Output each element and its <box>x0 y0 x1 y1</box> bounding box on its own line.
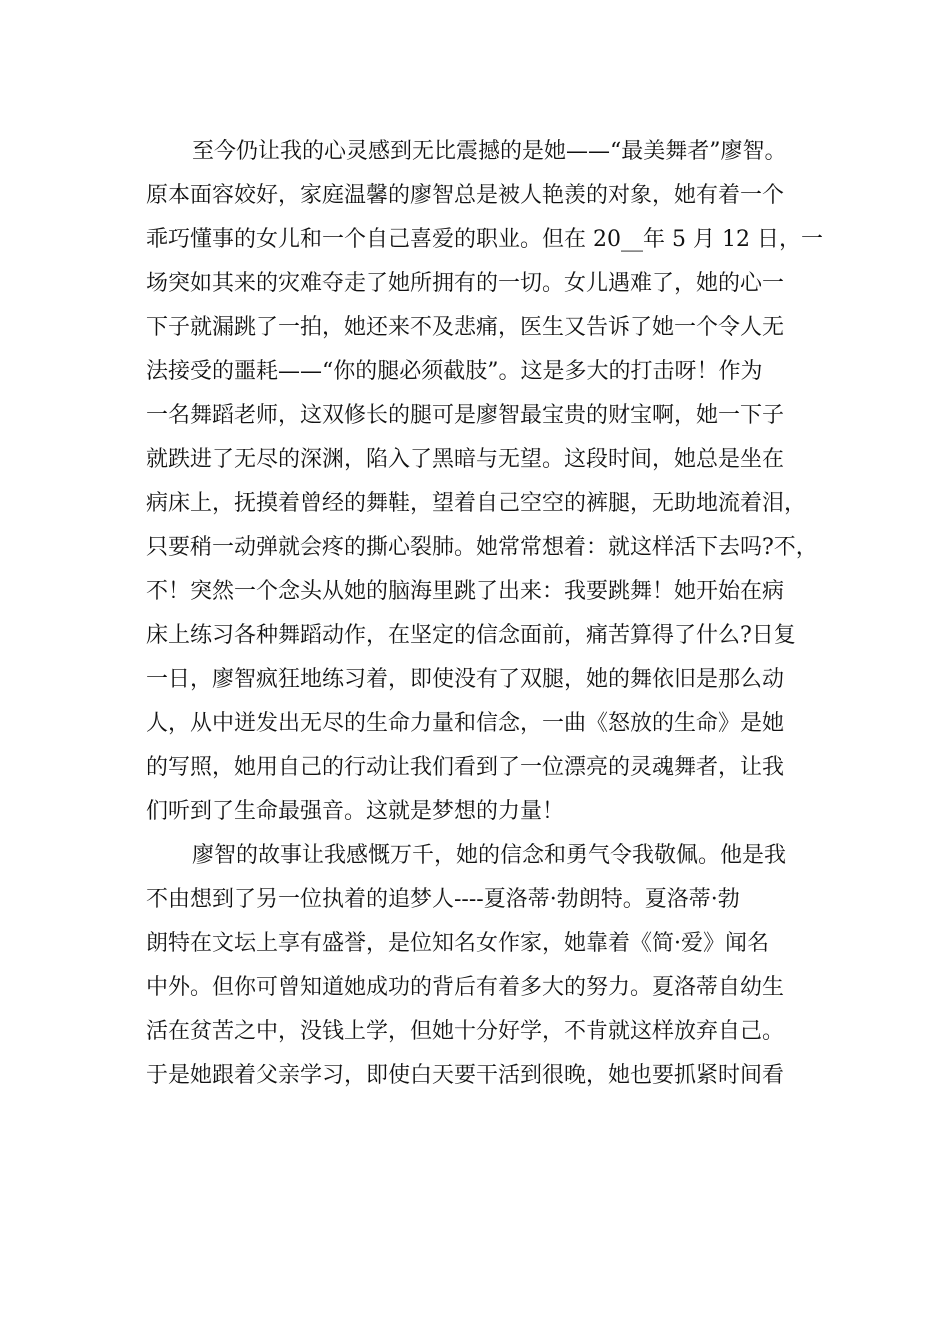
paragraph-1 <box>146 130 823 834</box>
document-body <box>146 130 823 1098</box>
paragraph-line: 的写照，她用自己的行动让我们看到了一位漂亮的灵魂舞者，让我 <box>146 755 785 780</box>
paragraph-line: 就跌进了无尽的深渊，陷入了黑暗与无望。这段时间，她总是坐在 <box>146 447 785 472</box>
paragraph-line: 一名舞蹈老师，这双修长的腿可是廖智最宝贵的财宝啊，她一下子 <box>146 403 785 428</box>
paragraph-line: 们听到了生命最强音。这就是梦想的力量！ <box>146 799 565 824</box>
paragraph-line: 不由想到了另一位执着的追梦人----夏洛蒂·勃朗特。夏洛蒂·勃 <box>146 887 740 912</box>
paragraph-line: 只要稍一动弹就会疼的撕心裂肺。她常常想着：就这样活下去吗?不， <box>146 535 818 560</box>
paragraph-line: 活在贫苦之中，没钱上学，但她十分好学，不肯就这样放弃自己。 <box>146 1019 785 1044</box>
paragraph-line: 一日，廖智疯狂地练习着，即使没有了双腿，她的舞依旧是那么动 <box>146 667 785 692</box>
paragraph-line: 原本面容姣好，家庭温馨的廖智总是被人艳羡的对象，她有着一个 <box>146 183 785 208</box>
paragraph-line: 床上练习各种舞蹈动作，在坚定的信念面前，痛苦算得了什么?日复 <box>146 623 796 648</box>
paragraph-line: 病床上，抚摸着曾经的舞鞋，望着自己空空的裤腿，无助地流着泪， <box>146 491 807 516</box>
paragraph-line: 中外。但你可曾知道她成功的背后有着多大的努力。夏洛蒂自幼生 <box>146 975 785 1000</box>
paragraph-2 <box>146 834 816 1098</box>
paragraph-line: 朗特在文坛上享有盛誉，是位知名女作家，她靠着《简·爱》闻名 <box>146 931 769 956</box>
paragraph-line: 场突如其来的灾难夺走了她所拥有的一切。女儿遇难了，她的心一 <box>146 271 785 296</box>
paragraph-line: 下子就漏跳了一拍，她还来不及悲痛，医生又告诉了她一个令人无 <box>146 315 785 340</box>
paragraph-line: 廖智的故事让我感慨万千，她的信念和勇气令我敬佩。他是我 <box>192 843 787 868</box>
paragraph-line: 至今仍让我的心灵感到无比震撼的是她——“最美舞者”廖智。 <box>192 139 787 164</box>
paragraph-line: 不！突然一个念头从她的脑海里跳了出来：我要跳舞！她开始在病 <box>146 579 785 604</box>
paragraph-line: 乖巧懂事的女儿和一个自己喜爱的职业。但在 20__年 5 月 12 日，一 <box>146 227 823 252</box>
paragraph-line: 法接受的噩耗——“你的腿必须截肢”。这是多大的打击呀！作为 <box>146 359 763 384</box>
paragraph-line: 人，从中迸发出无尽的生命力量和信念，一曲《怒放的生命》是她 <box>146 711 785 736</box>
paragraph-line: 于是她跟着父亲学习，即使白天要干活到很晚，她也要抓紧时间看 <box>146 1063 785 1088</box>
